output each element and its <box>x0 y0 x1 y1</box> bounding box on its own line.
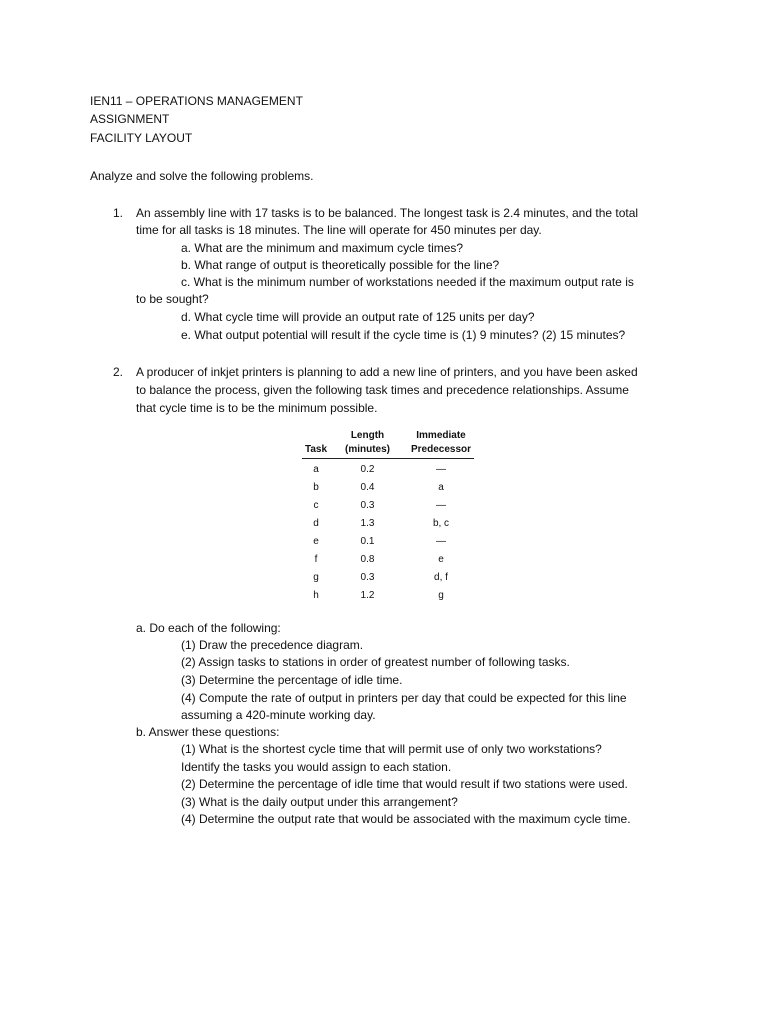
problem-1-text-line2: time for all tasks is 18 minutes. The line will operate for 450 minutes per day. <box>136 223 542 237</box>
header-predecessor: Predecessor <box>410 444 472 455</box>
task-cell: b <box>313 482 319 493</box>
problem-2-number: 2. <box>113 365 124 379</box>
problem-2b-item-4: (4) Determine the output rate that would be associated with the maximum cycle time. <box>181 812 631 826</box>
length-cell: 0.3 <box>360 572 375 583</box>
problem-1-text-line1: An assembly line with 17 tasks is to be balanced. The longest task is 2.4 minutes, and the total <box>136 206 639 220</box>
header-minutes: (minutes) <box>345 444 390 455</box>
predecessor-cell: b, c <box>432 518 450 529</box>
header-length: Length <box>350 430 385 441</box>
problem-2b-item-1-line1: (1) What is the shortest cycle time that will permit use of only two workstations? <box>181 742 602 756</box>
predecessor-cell: — <box>436 464 446 475</box>
problem-1c-line1: c. What is the minimum number of workstations needed if the maximum output rate is <box>181 275 634 289</box>
length-cell: 1.2 <box>360 590 375 601</box>
predecessor-cell: e <box>438 554 444 565</box>
length-cell: 0.1 <box>360 536 375 547</box>
length-cell: 0.4 <box>360 482 375 493</box>
intro-text: Analyze and solve the following problems. <box>90 169 314 183</box>
topic-label: FACILITY LAYOUT <box>90 131 193 145</box>
task-cell: e <box>313 536 319 547</box>
problem-1d: d. What cycle time will provide an output rate of 125 units per day? <box>181 310 535 324</box>
problem-2b-item-1-line2: Identify the tasks you would assign to each station. <box>181 760 452 774</box>
header-task: Task <box>304 444 328 455</box>
length-cell: 0.3 <box>360 500 375 511</box>
length-cell: 0.8 <box>360 554 375 565</box>
problem-2a-item-4-line1: (4) Compute the rate of output in printers per day that could be expected for this line <box>181 691 627 705</box>
task-cell: g <box>313 572 319 583</box>
problem-2b-heading: b. Answer these questions: <box>136 725 280 739</box>
length-cell: 1.3 <box>360 518 375 529</box>
task-cell: c <box>313 500 319 511</box>
problem-2a-item-4-line2: assuming a 420-minute working day. <box>181 708 376 722</box>
course-title: IEN11 – OPERATIONS MANAGEMENT <box>90 94 303 108</box>
problem-1b: b. What range of output is theoretically possible for the line? <box>181 258 500 272</box>
task-cell: a <box>313 464 319 475</box>
problem-1-number: 1. <box>113 206 124 220</box>
task-cell: f <box>314 554 318 565</box>
problem-2a-item-2: (2) Assign tasks to stations in order of greatest number of following tasks. <box>181 655 570 669</box>
predecessor-cell: — <box>436 536 446 547</box>
predecessor-cell: g <box>438 590 444 601</box>
problem-2b-item-3: (3) What is the daily output under this arrangement? <box>181 795 458 809</box>
predecessor-cell: d, f <box>434 572 448 583</box>
task-cell: d <box>313 518 319 529</box>
problem-2-text-line2: to balance the process, given the following task times and precedence relationships. Assume <box>136 383 629 397</box>
problem-2a-item-1: (1) Draw the precedence diagram. <box>181 638 364 652</box>
problem-2-text-line3: that cycle time is to be the minimum possible. <box>136 401 378 415</box>
header-immediate: Immediate <box>416 430 466 441</box>
header-rule <box>302 458 474 459</box>
task-cell: h <box>313 590 319 601</box>
problem-1c-line2: to be sought? <box>136 292 209 306</box>
problem-1e: e. What output potential will result if the cycle time is (1) 9 minutes? (2) 15 minutes? <box>181 328 626 342</box>
problem-2a-heading: a. Do each of the following: <box>136 621 281 635</box>
predecessor-cell: — <box>436 500 446 511</box>
problem-1a: a. What are the minimum and maximum cycle times? <box>181 241 464 255</box>
predecessor-cell: a <box>438 482 444 493</box>
problem-2b-item-2: (2) Determine the percentage of idle time that would result if two stations were used. <box>181 777 628 791</box>
assignment-label: ASSIGNMENT <box>90 112 170 126</box>
problem-2-text-line1: A producer of inkjet printers is planning to add a new line of printers, and you have been asked <box>136 365 638 379</box>
task-table <box>302 427 474 607</box>
problem-2a-item-3: (3) Determine the percentage of idle time. <box>181 673 403 687</box>
length-cell: 0.2 <box>360 464 375 475</box>
